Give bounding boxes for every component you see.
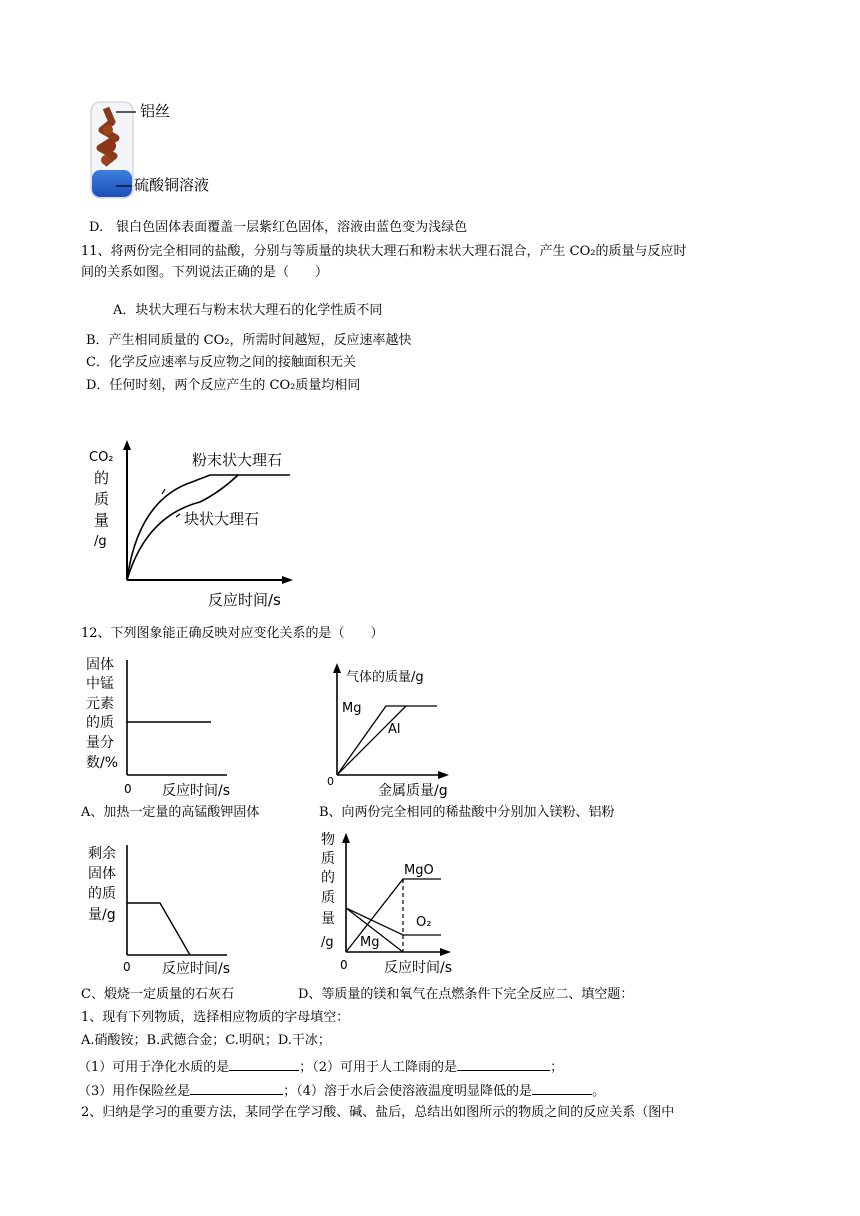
q11-pointer-powder [162, 489, 165, 494]
chart-b-origin: 0 [327, 775, 334, 788]
q11-label-block: 块状大理石 [184, 510, 260, 528]
chart-a-y-label-3: 的质 [86, 715, 114, 731]
chart-d-origin: 0 [340, 958, 348, 972]
chart-b-line-al [337, 706, 406, 775]
fill-q1-part3-text: （3）用作保险丝是 [78, 1084, 191, 1099]
q10-option-d: D. 银白色固体表面覆盖一层紫红色固体，溶液由蓝色变为浅绿色 [89, 220, 468, 235]
chart-d-y-label-2: 的 [321, 870, 335, 886]
q12-chart-b [322, 663, 472, 801]
chart-c-origin: 0 [123, 960, 131, 974]
q11-option-c: C．化学反应速率与反应物之间的接触面积无关 [86, 355, 356, 370]
fill-q2-stem: 2、归纳是学习的重要方法，某同学在学习酸、碱、盐后，总结出如图所示的物质之间的反应关系（图中 [81, 1105, 675, 1120]
q11-option-b: B．产生相同质量的 CO₂，所需时间越短，反应速率越快 [86, 333, 412, 348]
fill-q1-part4-end: 。 [592, 1084, 606, 1099]
label-aluminum-wire: 铝丝 [140, 102, 171, 120]
chart-b-y-arrow [333, 663, 341, 673]
chart-a-y-label-2: 元素 [86, 696, 114, 712]
q11-y-label-0: CO₂ [89, 450, 114, 465]
chart-b-x-arrow [438, 771, 449, 779]
chart-c-y-label-3: 量/g [88, 907, 116, 923]
chart-d-label-mgo: MgO [404, 863, 434, 878]
q11-y-label-1: 的 [94, 469, 110, 487]
q11-y-label-4: /g [94, 534, 107, 549]
q12-chart-c [82, 840, 262, 980]
chart-b-label-al: Al [388, 722, 401, 737]
fill-q1-blank2[interactable] [457, 1058, 550, 1071]
chart-d-label-mg: Mg [360, 935, 380, 950]
q12-chart-a [82, 655, 262, 800]
fill-q1-part1-text: （1）可用于净化水质的是 [78, 1060, 230, 1075]
chart-d-y-label-4: 量 [321, 911, 335, 927]
chart-d-x-label: 反应时间/s [384, 960, 453, 976]
q11-chart [80, 440, 320, 610]
q11-y-label-2: 质 [94, 490, 110, 508]
chart-d-y-label-3: 质 [321, 890, 335, 906]
q11-option-d: D．任何时刻，两个反应产生的 CO₂质量均相同 [86, 378, 361, 393]
q11-x-label: 反应时间/s [208, 591, 281, 609]
chart-d-y-label-0: 物 [321, 832, 335, 848]
chart-c-caption: C、煅烧一定质量的石灰石 [81, 987, 234, 1002]
chart-c-x-label: 反应时间/s [162, 961, 231, 977]
chart-a-y-label-0: 固体 [86, 657, 114, 673]
chart-d-x-arrow [440, 948, 451, 956]
q12-chart-d [312, 830, 472, 980]
chart-b-label-mg: Mg [342, 701, 362, 716]
chart-a-y-label-5: 数/% [86, 755, 119, 771]
chart-b-y-label: 气体的质量/g [346, 670, 424, 685]
fill-q1-blank1[interactable] [229, 1058, 299, 1071]
q11-option-a: A．块状大理石与粉末状大理石的化学性质不同 [113, 303, 383, 318]
chart-b-line-mg [337, 706, 437, 775]
q11-y-arrow [123, 440, 131, 450]
fill-q1-options: A.硝酸铵；B.武德合金；C.明矾；D.干冰； [81, 1033, 331, 1048]
fill-q1-blank4[interactable] [532, 1082, 592, 1095]
chart-c-y-label-2: 的质 [88, 886, 116, 902]
chart-d-y-label-1: 质 [321, 851, 335, 867]
chart-a-origin: 0 [124, 782, 132, 796]
fill-q1-part2-text: ；（2）可用于人工降雨的是 [299, 1060, 458, 1075]
q11-stem-line2: 间的关系如图。下列说法正确的是（ ） [81, 265, 329, 280]
fill-q1-row2 [78, 1082, 605, 1098]
chart-d-label-o2: O₂ [416, 915, 432, 930]
q11-pointer-block [176, 514, 180, 517]
chart-a-caption: A、加热一定量的高锰酸钾固体 [81, 805, 260, 820]
fill-q1-blank3[interactable] [190, 1082, 283, 1095]
q12-stem: 12、下列图象能正确反映对应变化关系的是（ ） [81, 626, 384, 641]
q11-y-label-3: 量 [94, 511, 110, 529]
chart-a-y-label-1: 中锰 [86, 676, 114, 692]
q11-x-arrow [282, 576, 293, 584]
chart-a-x-label: 反应时间/s [162, 783, 231, 799]
chart-d-y-label-5: /g [321, 935, 334, 950]
chart-d-y-arrow [342, 833, 350, 843]
q11-label-powder: 粉末状大理石 [192, 451, 283, 469]
chart-b-caption: B、向两份完全相同的稀盐酸中分别加入镁粉、铝粉 [319, 805, 615, 820]
fill-q1-row1 [78, 1058, 563, 1074]
q11-stem-line1: 11、将两份完全相同的盐酸，分别与等质量的块状大理石和粉末状大理石混合，产生 CO₂的质量与反应时 [81, 244, 687, 259]
label-copper-sulfate-solution: 硫酸铜溶液 [134, 176, 210, 194]
fill-q1-stem: 1、现有下列物质，选择相应物质的字母填空： [81, 1010, 350, 1025]
chart-b-x-label: 金属质量/g [378, 783, 448, 799]
chart-c-y-label-0: 剩余 [88, 846, 116, 862]
fill-q1-part2-end: ； [550, 1060, 564, 1075]
chart-d-caption: D、等质量的镁和氧气在点燃条件下完全反应二、填空题： [298, 987, 634, 1002]
chart-a-y-label-4: 量分 [86, 735, 114, 751]
fill-q1-part4-text: ；（4）溶于水后会使溶液温度明显降低的是 [283, 1084, 533, 1099]
chart-c-line [127, 903, 190, 955]
chart-c-y-label-1: 固体 [88, 866, 116, 882]
